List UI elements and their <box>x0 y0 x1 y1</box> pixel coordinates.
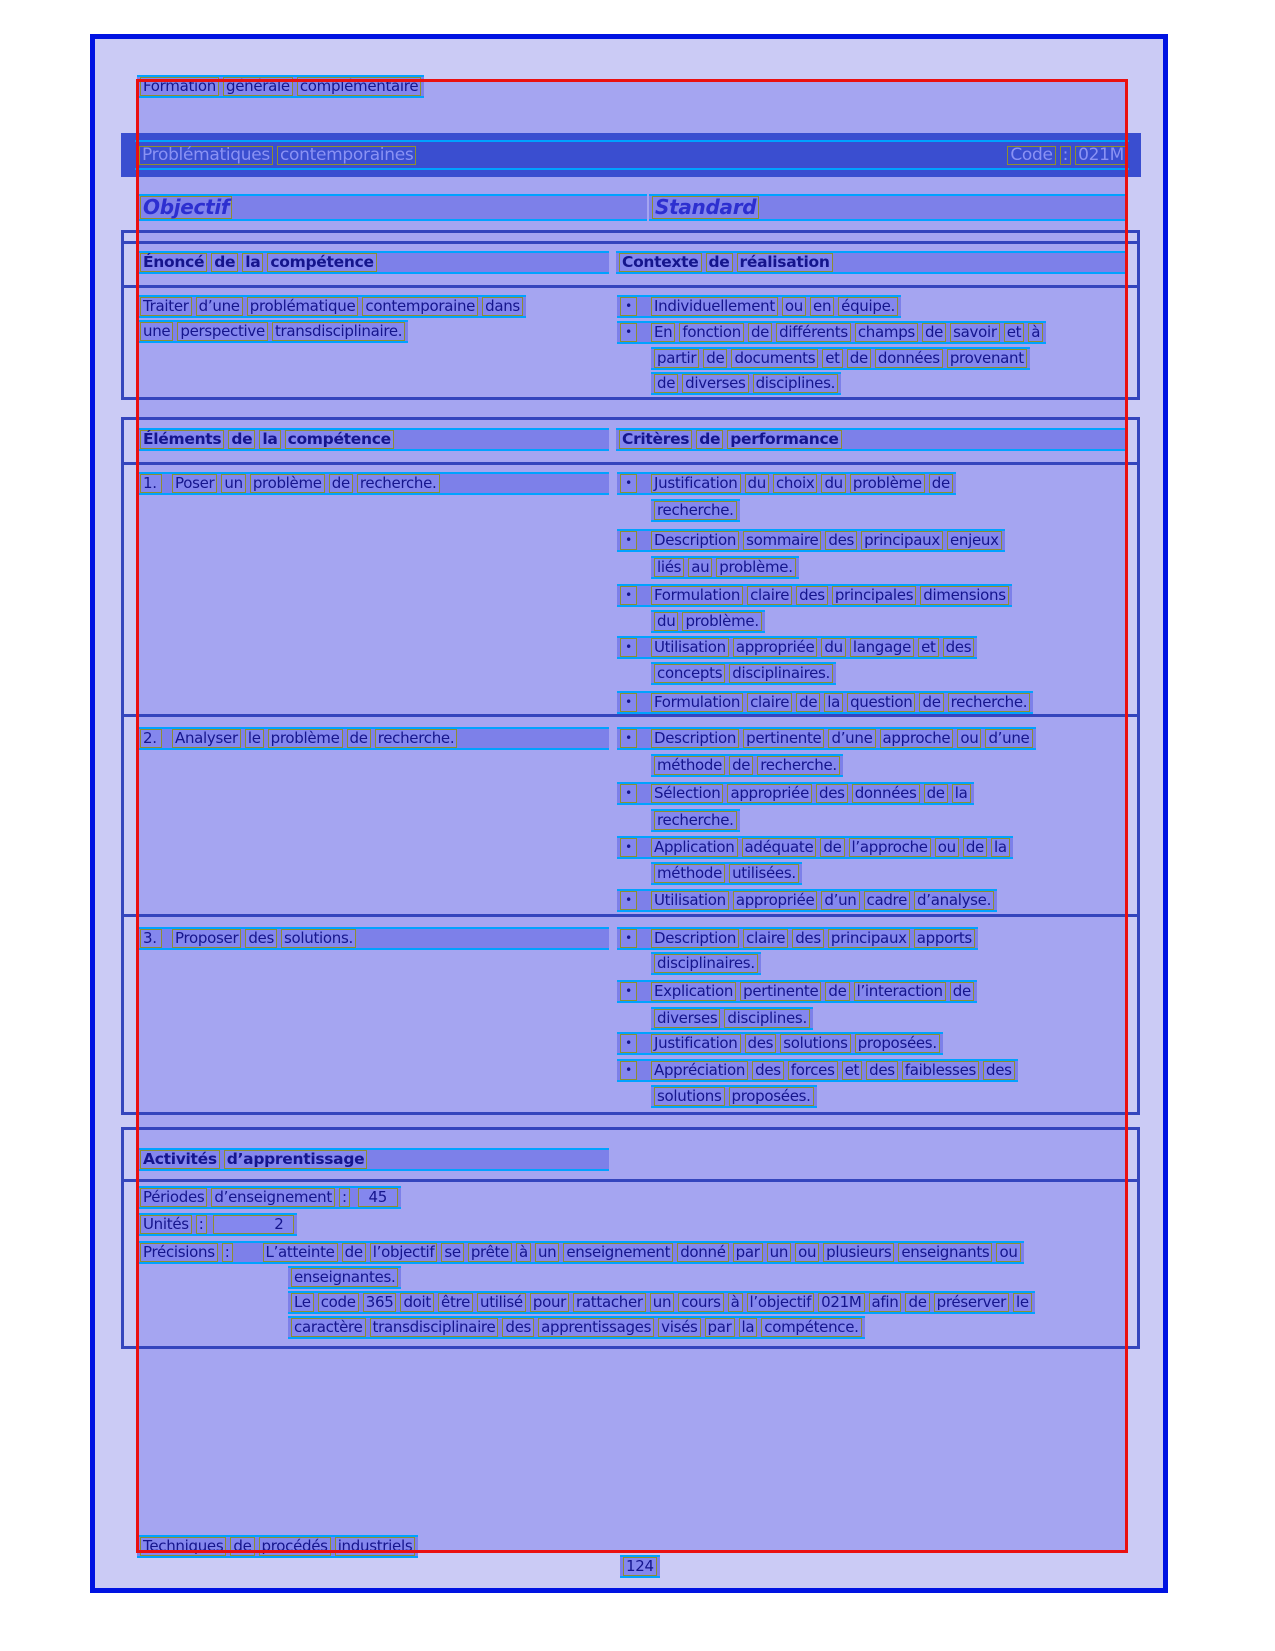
word-box: problème <box>268 729 343 748</box>
word-box: ou <box>957 729 981 748</box>
enonce-line <box>137 295 526 318</box>
word-box: disciplinaires. <box>654 954 758 973</box>
word-box: de <box>929 474 953 493</box>
word-box: En <box>651 323 675 342</box>
word-box: données <box>852 784 920 803</box>
table-elements-head-underline <box>124 462 1137 465</box>
word-box: la <box>952 784 971 803</box>
word-box: compétence <box>267 253 376 272</box>
th-activites <box>137 1148 609 1171</box>
word-box: concepts <box>654 664 725 683</box>
table-elements-row-sep-2 <box>124 914 1137 917</box>
table-enonce-headrow-top <box>124 241 1137 244</box>
word-box: recherche. <box>948 693 1031 712</box>
word-box: la <box>739 1318 758 1337</box>
word-box: Description <box>651 929 739 948</box>
heading-standard: Standard <box>652 196 759 219</box>
word-box: Utilisation <box>651 638 729 657</box>
periodes-line <box>137 1186 401 1209</box>
word-box: solutions <box>780 1034 851 1053</box>
word-box: appropriée <box>733 891 818 910</box>
word-box: forces <box>788 1061 838 1080</box>
word-box: Énoncé <box>140 253 207 272</box>
bullet-icon: • <box>620 929 637 948</box>
critere-bullet-line <box>617 927 978 950</box>
word-box: disciplines. <box>724 1009 810 1028</box>
word-box: l’approche <box>849 838 931 857</box>
bullet-icon: • <box>620 982 637 1001</box>
word-box: du <box>745 474 769 493</box>
word-box: Contexte <box>619 253 702 272</box>
critere-bullet-line <box>617 782 974 805</box>
word-box: le <box>1013 1293 1032 1312</box>
word-box: Individuellement <box>651 297 778 316</box>
word-box: de <box>905 1293 929 1312</box>
critere-bullet-line <box>617 980 977 1003</box>
bar-title <box>139 146 416 165</box>
critere-bullet-line <box>617 472 956 495</box>
contexte-bullet-line <box>617 295 901 318</box>
word-box: langage <box>850 638 914 657</box>
word-box: d’analyse. <box>914 891 994 910</box>
header-bar-lineband <box>135 140 1129 170</box>
word-box: du <box>821 474 845 493</box>
word-box: partir <box>654 349 699 368</box>
item-number: 2. <box>140 729 162 748</box>
word-box: cours <box>678 1293 723 1312</box>
word-box: compétence. <box>761 1318 861 1337</box>
precisions-line <box>288 1316 865 1339</box>
word-box: solutions. <box>281 929 356 948</box>
critere-line <box>651 754 843 777</box>
word-box: du <box>654 612 678 631</box>
critere-line <box>651 499 740 522</box>
word-box: proposées. <box>729 1087 814 1106</box>
word-box: des <box>792 929 824 948</box>
word-box: problème <box>850 474 925 493</box>
word-box: de <box>696 430 723 449</box>
critere-line <box>651 1007 813 1030</box>
word-box: Critères <box>619 430 692 449</box>
word-box: afin <box>869 1293 902 1312</box>
word-box: transdisciplinaire. <box>272 322 405 341</box>
word-box: de <box>796 693 820 712</box>
word-box: de <box>706 253 733 272</box>
word-box: Justification <box>651 1034 741 1053</box>
bullet-icon: • <box>620 323 637 342</box>
word-box: des <box>745 1034 777 1053</box>
element-item <box>137 472 609 495</box>
word-box: à <box>516 1243 531 1262</box>
word-box: Analyser <box>172 729 241 748</box>
word-box: appropriée <box>733 638 818 657</box>
word-box: de <box>825 982 849 1001</box>
bullet-icon: • <box>620 586 637 605</box>
bullet-icon: • <box>620 638 637 657</box>
heading-objectif-line <box>137 194 647 221</box>
bullet-icon: • <box>620 838 637 857</box>
word-box: Application <box>651 838 738 857</box>
word-box: doit <box>400 1293 434 1312</box>
word-box: disciplines. <box>753 374 839 393</box>
word-box: données <box>875 349 943 368</box>
word-box: de <box>228 430 255 449</box>
word-box: principales <box>832 586 916 605</box>
periodes-colon: : <box>339 1188 350 1207</box>
critere-line <box>651 610 765 633</box>
word-box: disciplinaires. <box>729 664 833 683</box>
word-box: perspective <box>177 322 268 341</box>
word-box: Éléments <box>140 430 224 449</box>
word-box: procédés <box>259 1537 331 1556</box>
table-elements-row-sep-1 <box>124 714 1137 717</box>
bullet-icon: • <box>620 891 637 910</box>
word-box: de <box>347 729 371 748</box>
word-box: Techniques <box>140 1537 226 1556</box>
word-box: Traiter <box>140 297 192 316</box>
th-enonce <box>137 251 609 274</box>
word-box: par <box>733 1243 763 1262</box>
word-box: et <box>842 1061 863 1080</box>
word-box: de <box>342 1243 366 1262</box>
unites-line <box>137 1213 297 1236</box>
element-item <box>137 927 609 950</box>
header-bar <box>121 133 1141 177</box>
word-box: appropriée <box>727 784 812 803</box>
unites-value: 2 <box>213 1215 294 1234</box>
bullet-icon: • <box>620 784 637 803</box>
word-box: méthode <box>654 756 725 775</box>
critere-bullet-line <box>617 1032 943 1055</box>
word-box: provenant <box>947 349 1027 368</box>
word-box: ou <box>935 838 959 857</box>
bullet-icon: • <box>620 297 637 316</box>
code-colon: : <box>1060 146 1071 165</box>
word-box: d’une <box>196 297 243 316</box>
word-box: la <box>991 838 1010 857</box>
contexte-line <box>651 347 1030 370</box>
word-box: Poser <box>172 474 217 493</box>
word-box: Justification <box>651 474 741 493</box>
bullet-icon: • <box>620 693 637 712</box>
word-box: complémentaire <box>297 77 421 96</box>
th-elements <box>137 428 609 451</box>
word-box: générale <box>223 77 293 96</box>
word-box: de <box>963 838 987 857</box>
word-box: équipe. <box>838 297 898 316</box>
item-number: 3. <box>140 929 162 948</box>
word-box: pertinente <box>740 982 821 1001</box>
word-box: de <box>919 693 943 712</box>
word-box: sommaire <box>743 531 821 550</box>
word-box: performance <box>727 430 841 449</box>
running-head <box>137 75 424 98</box>
word-box: Unités <box>140 1215 192 1234</box>
word-box: 021M <box>818 1293 864 1312</box>
word-box: adéquate <box>742 838 817 857</box>
word-box: Description <box>651 531 739 550</box>
word-box: apports <box>914 929 975 948</box>
word-box: utilisées. <box>729 864 799 883</box>
word-box: de <box>748 323 772 342</box>
word-box: Explication <box>651 982 736 1001</box>
word-box: Périodes <box>140 1188 207 1207</box>
word-box: et <box>918 638 939 657</box>
word-box: enseignants <box>898 1243 992 1262</box>
word-box: enseignement <box>563 1243 673 1262</box>
word-box: savoir <box>950 323 1000 342</box>
word-box: des <box>825 531 857 550</box>
word-box: de <box>329 474 353 493</box>
table-elements <box>121 417 1140 1115</box>
word-box: méthode <box>654 864 725 883</box>
heading-objectif: Objectif <box>140 196 232 219</box>
word-box: recherche. <box>375 729 458 748</box>
unites-colon: : <box>196 1215 207 1234</box>
word-box: Sélection <box>651 784 723 803</box>
word-box: L’atteinte <box>263 1243 338 1262</box>
word-box: utilisé <box>477 1293 526 1312</box>
word-box: liés <box>654 558 684 577</box>
word-box: se <box>441 1243 463 1262</box>
word-box: par <box>705 1318 735 1337</box>
word-box: la <box>824 693 843 712</box>
word-box: fonction <box>679 323 744 342</box>
word-box: Description <box>651 729 739 748</box>
word-box: des <box>943 638 975 657</box>
word-box: au <box>688 558 712 577</box>
critere-bullet-line <box>617 836 1013 859</box>
critere-line <box>651 556 799 579</box>
word-box: enjeux <box>947 531 1002 550</box>
word-box: dans <box>482 297 523 316</box>
word-box: la <box>259 430 280 449</box>
word-box: une <box>140 322 173 341</box>
critere-line <box>651 809 740 832</box>
word-box: recherche. <box>654 501 737 520</box>
word-box: de <box>654 374 678 393</box>
word-box: un <box>221 474 245 493</box>
critere-line <box>651 662 836 685</box>
word-box: de <box>729 756 753 775</box>
word-box: faiblesses <box>902 1061 979 1080</box>
critere-line <box>651 862 802 885</box>
word-box: choix <box>773 474 817 493</box>
word-box: claire <box>747 693 792 712</box>
word-box: caractère <box>291 1318 366 1337</box>
word-box: de <box>820 838 844 857</box>
th-criteres <box>616 428 1128 451</box>
word-box: Problématiques <box>139 146 273 165</box>
word-box: Appréciation <box>651 1061 748 1080</box>
bullet-icon: • <box>620 531 637 550</box>
word-box: ou <box>795 1243 819 1262</box>
word-box: différents <box>776 323 851 342</box>
word-box: de <box>211 253 238 272</box>
word-box: compétence <box>285 430 394 449</box>
word-box: Formation <box>140 77 219 96</box>
element-item <box>137 727 609 750</box>
word-box: apprentissages <box>538 1318 654 1337</box>
word-box: problème. <box>682 612 761 631</box>
word-box: des <box>752 1061 784 1080</box>
word-box: donné <box>677 1243 728 1262</box>
word-box: champs <box>855 323 918 342</box>
word-box: la <box>242 253 263 272</box>
word-box: cadre <box>864 891 911 910</box>
word-box: enseignantes. <box>291 1268 398 1287</box>
word-box: Formulation <box>651 586 743 605</box>
word-box: claire <box>747 586 792 605</box>
word-box: du <box>821 638 845 657</box>
table-enonce-head-underline <box>124 285 1137 288</box>
word-box: Formulation <box>651 693 743 712</box>
code-group <box>1007 142 1127 168</box>
critere-bullet-line <box>617 727 1036 750</box>
word-box: de <box>230 1537 254 1556</box>
word-box: proposées. <box>855 1034 940 1053</box>
word-box: Activités <box>140 1150 220 1169</box>
word-box: d’enseignement <box>211 1188 335 1207</box>
bullet-icon: • <box>620 729 637 748</box>
critere-bullet-line <box>617 1059 1018 1082</box>
word-box: l’objectif <box>747 1293 815 1312</box>
critere-bullet-line <box>617 636 977 659</box>
word-box: des <box>245 929 277 948</box>
critere-bullet-line <box>617 889 997 912</box>
precisions-colon: : <box>222 1243 233 1262</box>
word-box: de <box>924 784 948 803</box>
word-box: problème <box>250 474 325 493</box>
word-box: préserver <box>934 1293 1009 1312</box>
bullet-icon: • <box>620 1034 637 1053</box>
word-box: de <box>847 349 871 368</box>
word-box: recherche. <box>757 756 840 775</box>
word-box: d’apprentissage <box>224 1150 368 1169</box>
word-box: d’un <box>821 891 859 910</box>
word-box: documents <box>731 349 818 368</box>
word-box: recherche. <box>357 474 440 493</box>
word-box: et <box>1004 323 1025 342</box>
word-box: un <box>767 1243 791 1262</box>
word-box: solutions <box>654 1087 725 1106</box>
word-box: claire <box>743 929 788 948</box>
word-box: de <box>922 323 946 342</box>
word-box: et <box>822 349 843 368</box>
word-box: des <box>983 1061 1015 1080</box>
word-box: en <box>810 297 834 316</box>
word-box: code <box>318 1293 359 1312</box>
footer-program <box>137 1535 418 1558</box>
word-box: 365 <box>363 1293 397 1312</box>
word-box: diverses <box>654 1009 720 1028</box>
word-box: approche <box>880 729 954 748</box>
word-box: contemporaine <box>362 297 478 316</box>
word-box: des <box>866 1061 898 1080</box>
periodes-value: 45 <box>358 1188 398 1207</box>
word-box: le <box>245 729 264 748</box>
critere-bullet-line <box>617 584 1012 607</box>
word-box: problématique <box>247 297 359 316</box>
word-box: des <box>796 586 828 605</box>
word-box: d’une <box>985 729 1032 748</box>
precisions-line <box>288 1291 1035 1314</box>
page-number: 124 <box>620 1555 660 1578</box>
word-box: être <box>438 1293 473 1312</box>
word-box: l’objectif <box>370 1243 438 1262</box>
bullet-icon: • <box>620 474 637 493</box>
word-box: pertinente <box>743 729 824 748</box>
word-box: principaux <box>828 929 910 948</box>
precisions-line <box>137 1241 1024 1264</box>
th-contexte <box>616 251 1128 274</box>
word-box: Utilisation <box>651 891 729 910</box>
word-box: l’interaction <box>854 982 946 1001</box>
word-box: principaux <box>861 531 943 550</box>
precisions-line <box>288 1266 401 1289</box>
word-box: des <box>502 1318 534 1337</box>
word-box: rattacher <box>573 1293 646 1312</box>
word-box: problème. <box>716 558 795 577</box>
word-box: Précisions <box>140 1243 218 1262</box>
contexte-line <box>651 372 841 395</box>
word-box: dimensions <box>920 586 1009 605</box>
word-box: de <box>950 982 974 1001</box>
code-value: 021M <box>1075 146 1127 165</box>
word-box: de <box>703 349 727 368</box>
word-box: diverses <box>682 374 748 393</box>
contexte-bullet-line <box>617 321 1046 344</box>
word-box: transdisciplinaire <box>370 1318 499 1337</box>
critere-bullet-line <box>617 691 1033 714</box>
word-box: d’une <box>828 729 875 748</box>
item-number: 1. <box>140 474 162 493</box>
word-box: ou <box>996 1243 1020 1262</box>
word-box: contemporaines <box>277 146 416 165</box>
bullet-icon: • <box>620 1061 637 1080</box>
word-box: Le <box>291 1293 314 1312</box>
word-box: recherche. <box>654 811 737 830</box>
word-box: pour <box>530 1293 569 1312</box>
critere-bullet-line <box>617 529 1005 552</box>
word-box: ou <box>782 297 806 316</box>
word-box: un <box>650 1293 674 1312</box>
word-box: à <box>728 1293 743 1312</box>
critere-line <box>651 1085 817 1108</box>
code-label: Code <box>1007 146 1055 165</box>
word-box: visés <box>658 1318 700 1337</box>
word-box: prête <box>468 1243 512 1262</box>
enonce-line <box>137 320 408 343</box>
word-box: Proposer <box>172 929 241 948</box>
word-box: à <box>1028 323 1043 342</box>
word-box: réalisation <box>737 253 833 272</box>
word-box: un <box>535 1243 559 1262</box>
word-box: question <box>847 693 915 712</box>
table-activites-head-underline <box>124 1179 1137 1182</box>
word-box: des <box>816 784 848 803</box>
word-box: plusieurs <box>823 1243 894 1262</box>
critere-line <box>651 952 761 975</box>
heading-standard-line <box>649 194 1128 221</box>
word-box: industriels <box>335 1537 416 1556</box>
